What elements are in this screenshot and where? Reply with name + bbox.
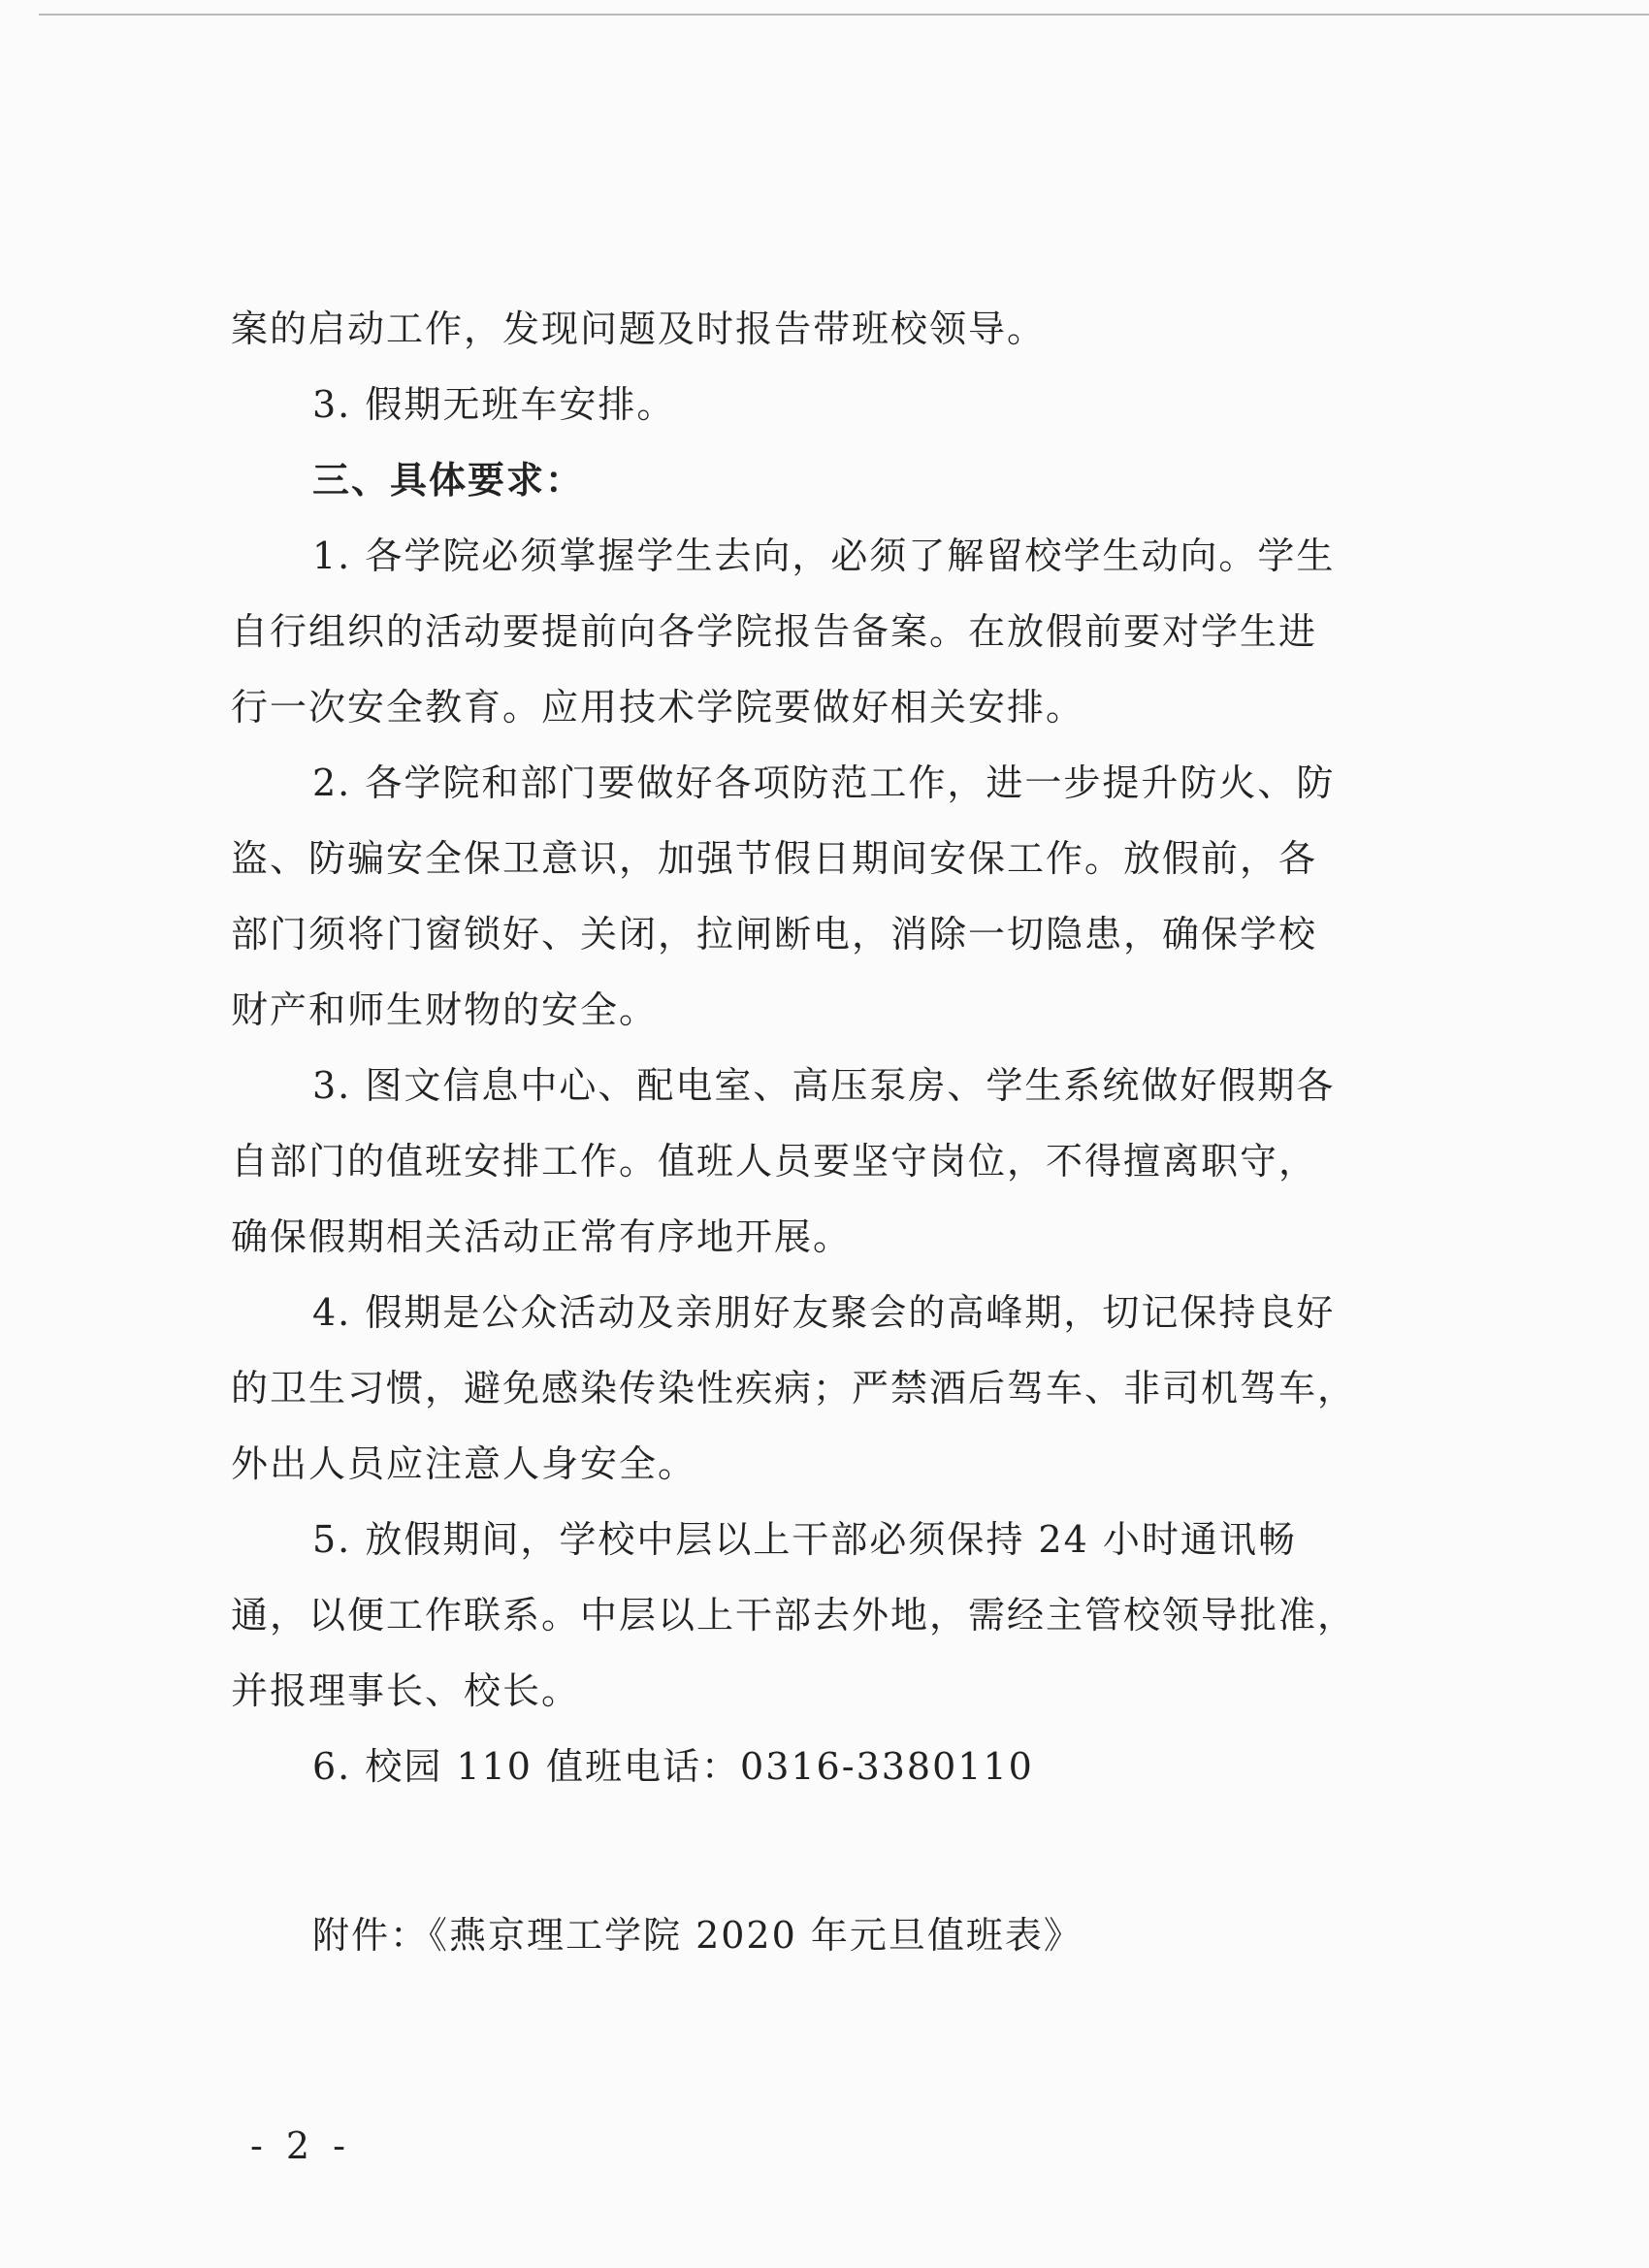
paragraph-line: 3. 图文信息中心、配电室、高压泵房、学生系统做好假期各 — [312, 1064, 1336, 1107]
paragraph-line: 外出人员应注意人身安全。 — [231, 1442, 697, 1485]
section-heading: 三、具体要求： — [312, 459, 585, 502]
paragraph-line: 3. 假期无班车安排。 — [312, 383, 676, 426]
paragraph-line: 自行组织的活动要提前向各学院报告备案。在放假前要对学生进 — [231, 610, 1318, 653]
paragraph-line: 通，以便工作联系。中层以上干部去外地，需经主管校领导批准， — [231, 1594, 1357, 1636]
attachment-line: 附件：《燕京理工学院 2020 年元旦值班表》 — [312, 1914, 1083, 1957]
document-body — [231, 291, 1430, 1969]
paragraph-line: 的卫生习惯，避免感染传染性疾病；严禁酒后驾车、非司机驾车， — [231, 1367, 1357, 1409]
phone-line: 6. 校园 110 值班电话：0316-3380110 — [312, 1745, 1034, 1788]
top-rule — [39, 14, 1649, 16]
paragraph-line: 并报理事长、校长。 — [231, 1669, 581, 1712]
paragraph-line: 4. 假期是公众活动及亲朋好友聚会的高峰期，切记保持良好 — [312, 1291, 1336, 1334]
paragraph-line: 2. 各学院和部门要做好各项防范工作，进一步提升防火、防 — [312, 761, 1336, 804]
paragraph-line: 盗、防骗安全保卫意识，加强节假日期间安保工作。放假前，各 — [231, 837, 1318, 880]
paragraph-line: 行一次安全教育。应用技术学院要做好相关安排。 — [231, 686, 1085, 729]
paragraph-line: 1. 各学院必须掌握学生去向，必须了解留校学生动向。学生 — [312, 535, 1336, 577]
page-number: - 2 - — [250, 2124, 352, 2167]
paragraph-line: 自部门的值班安排工作。值班人员要坚守岗位，不得擅离职守， — [231, 1140, 1318, 1183]
paragraph-line: 确保假期相关活动正常有序地开展。 — [231, 1215, 853, 1258]
paragraph-line: 案的启动工作，发现问题及时报告带班校领导。 — [231, 308, 1047, 350]
paragraph-line: 5. 放假期间，学校中层以上干部必须保持 24 小时通讯畅 — [312, 1518, 1297, 1561]
paragraph-line: 财产和师生财物的安全。 — [231, 988, 659, 1031]
paragraph-line: 部门须将门窗锁好、关闭，拉闸断电，消除一切隐患，确保学校 — [231, 913, 1318, 956]
